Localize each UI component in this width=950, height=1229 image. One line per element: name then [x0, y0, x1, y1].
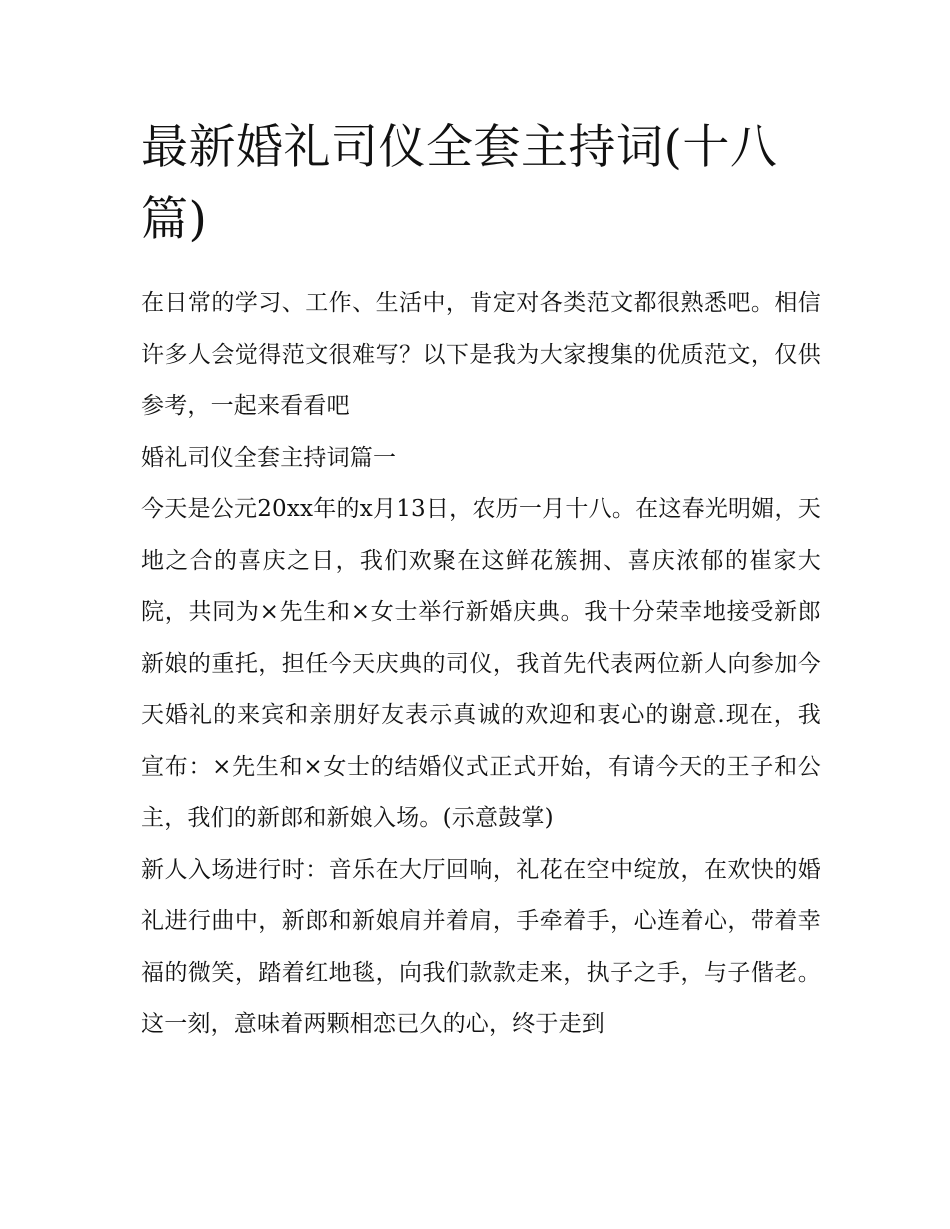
body-paragraph: 新人入场进行时：音乐在大厅回响，礼花在空中绽放，在欢快的婚礼进行曲中，新郎和新娘肩并着肩，手牵着手，心连着心，带着幸福的微笑，踏着红地毯，向我们款款走来，执子之手，与子偕老。这一刻，意味着两颗相恋已久的心，终于走到: [141, 856, 821, 1037]
intro-paragraph: 在日常的学习、工作、生活中，肯定对各类范文都很熟悉吧。相信许多人会觉得范文很难写？以下是我为大家搜集的优质范文，仅供参考，一起来看看吧: [141, 290, 821, 419]
document-body: [141, 278, 821, 1051]
body-paragraph: 今天是公元20xx年的x月13日，农历一月十八。在这春光明媚，天地之合的喜庆之日，我们欢聚在这鲜花簇拥、喜庆浓郁的崔家大院，共同为×先生和×女士举行新婚庆典。我十分荣幸地接受新郎新娘的重托，担任今天庆典的司仪，我首先代表两位新人向参加今天婚礼的来宾和亲朋好友表示真诚的欢迎和衷心的谢意.现在，我宣布：×先生和×女士的结婚仪式正式开始，有请今天的王子和公主，我们的新郎和新娘入场。(示意鼓掌): [141, 496, 821, 831]
document-title: 最新婚礼司仪全套主持词(十八篇): [141, 120, 778, 247]
section-heading: 婚礼司仪全套主持词篇一: [141, 444, 397, 471]
